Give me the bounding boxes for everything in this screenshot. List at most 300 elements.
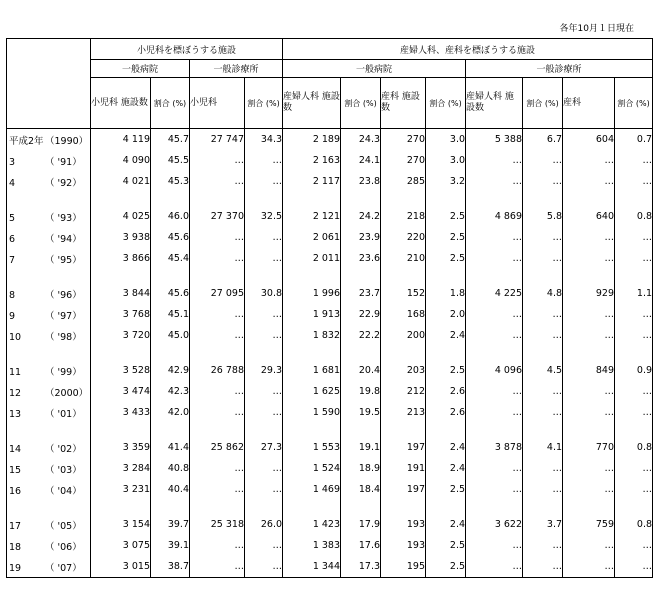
ratio-cell: 3.0	[426, 129, 466, 151]
year-cell	[7, 227, 91, 248]
count-cell: …	[190, 227, 245, 248]
col-header-ratio: 割合 (%)	[523, 78, 563, 129]
count-cell: …	[563, 556, 615, 578]
count-cell: …	[563, 248, 615, 269]
era-year: 5	[9, 212, 16, 224]
era-year: 12	[9, 387, 22, 399]
western-year: （2000）	[45, 387, 89, 399]
count-cell: …	[466, 227, 523, 248]
western-year: （ '92）	[45, 177, 82, 189]
ratio-cell: …	[615, 227, 653, 248]
ratio-cell: …	[523, 304, 563, 325]
year-cell	[7, 381, 91, 402]
header-hospital-obstetrics: 一般病院	[283, 60, 466, 78]
ratio-cell: 46.0	[151, 192, 190, 227]
ratio-cell: 2.5	[426, 535, 466, 556]
table-row	[7, 192, 653, 227]
ratio-cell: …	[615, 381, 653, 402]
date-note: 各年10月１日現在	[559, 24, 634, 34]
table-row	[7, 346, 653, 381]
count-cell: 27 747	[190, 129, 245, 151]
table-row	[7, 248, 653, 269]
ratio-cell: 2.6	[426, 381, 466, 402]
ratio-cell: 23.6	[341, 248, 381, 269]
ratio-cell: 42.9	[151, 346, 190, 381]
ratio-cell: …	[523, 381, 563, 402]
ratio-cell: 2.6	[426, 402, 466, 423]
era-year: 16	[9, 485, 22, 497]
year-cell	[7, 479, 91, 500]
era-year: 平成2年	[9, 135, 44, 147]
count-cell: 3 878	[466, 423, 523, 458]
header-corner	[7, 39, 91, 129]
count-cell: 1 996	[283, 269, 341, 304]
western-year: （ '05）	[45, 520, 82, 532]
count-cell: 27 370	[190, 192, 245, 227]
count-cell: …	[190, 150, 245, 171]
col-header-ratio: 割合 (%)	[245, 78, 283, 129]
ratio-cell: …	[523, 248, 563, 269]
count-cell: …	[466, 479, 523, 500]
count-cell: 285	[381, 171, 426, 192]
era-year: 6	[9, 233, 16, 245]
ratio-cell: 23.7	[341, 269, 381, 304]
western-year: （ '04）	[45, 485, 82, 497]
count-cell: …	[466, 150, 523, 171]
count-cell: …	[190, 458, 245, 479]
ratio-cell: 19.8	[341, 381, 381, 402]
era-year: 4	[9, 177, 16, 189]
col-header-pediatrics-count: 小児科 施設数	[91, 78, 151, 129]
count-cell: 1 553	[283, 423, 341, 458]
ratio-cell: 45.0	[151, 325, 190, 346]
count-cell: 197	[381, 479, 426, 500]
year-cell	[7, 171, 91, 192]
count-cell: …	[563, 325, 615, 346]
table-row	[7, 325, 653, 346]
ratio-cell: 17.3	[341, 556, 381, 578]
count-cell: …	[466, 325, 523, 346]
ratio-cell: …	[523, 458, 563, 479]
count-cell: 210	[381, 248, 426, 269]
year-cell	[7, 325, 91, 346]
ratio-cell: 39.1	[151, 535, 190, 556]
count-cell: 3 284	[91, 458, 151, 479]
header-pediatrics: 小児科を標ぼうする施設	[91, 39, 283, 60]
ratio-cell: 0.8	[615, 192, 653, 227]
ratio-cell: 45.7	[151, 129, 190, 151]
count-cell: 3 844	[91, 269, 151, 304]
ratio-cell: 27.3	[245, 423, 283, 458]
era-year: 14	[9, 443, 22, 455]
ratio-cell: 0.8	[615, 500, 653, 535]
ratio-cell: 40.4	[151, 479, 190, 500]
ratio-cell: …	[245, 227, 283, 248]
count-cell: 152	[381, 269, 426, 304]
count-cell: 3 720	[91, 325, 151, 346]
ratio-cell: 2.4	[426, 458, 466, 479]
count-cell: …	[190, 304, 245, 325]
count-cell: 270	[381, 150, 426, 171]
count-cell: …	[563, 227, 615, 248]
ratio-cell: 3.0	[426, 150, 466, 171]
ratio-cell: 2.4	[426, 500, 466, 535]
count-cell: 27 095	[190, 269, 245, 304]
count-cell: 1 913	[283, 304, 341, 325]
ratio-cell: …	[245, 171, 283, 192]
ratio-cell: …	[245, 325, 283, 346]
table-row	[7, 381, 653, 402]
count-cell: 3 474	[91, 381, 151, 402]
ratio-cell: …	[245, 556, 283, 578]
col-header-ratio: 割合 (%)	[615, 78, 653, 129]
ratio-cell: 45.1	[151, 304, 190, 325]
count-cell: 193	[381, 535, 426, 556]
ratio-cell: 45.5	[151, 150, 190, 171]
count-cell: 1 625	[283, 381, 341, 402]
ratio-cell: 45.6	[151, 227, 190, 248]
count-cell: 3 015	[91, 556, 151, 578]
western-year: （ '99）	[45, 366, 82, 378]
year-cell	[7, 150, 91, 171]
count-cell: …	[466, 304, 523, 325]
era-year: 13	[9, 408, 22, 420]
table-row	[7, 304, 653, 325]
era-year: 17	[9, 520, 22, 532]
count-cell: 4 021	[91, 171, 151, 192]
col-header-ratio: 割合 (%)	[151, 78, 190, 129]
count-cell: 4 025	[91, 192, 151, 227]
ratio-cell: 5.8	[523, 192, 563, 227]
ratio-cell: 23.9	[341, 227, 381, 248]
count-cell: …	[563, 150, 615, 171]
ratio-cell: …	[245, 535, 283, 556]
year-cell	[7, 423, 91, 458]
ratio-cell: …	[615, 535, 653, 556]
western-year: （ '95）	[45, 254, 82, 266]
count-cell: …	[190, 535, 245, 556]
count-cell: 1 469	[283, 479, 341, 500]
ratio-cell: …	[523, 325, 563, 346]
count-cell: 25 862	[190, 423, 245, 458]
count-cell: 2 061	[283, 227, 341, 248]
ratio-cell: …	[615, 325, 653, 346]
count-cell: 4 096	[466, 346, 523, 381]
year-cell	[7, 192, 91, 227]
era-year: 9	[9, 310, 16, 322]
count-cell: …	[466, 402, 523, 423]
western-year: （ '03）	[45, 464, 82, 476]
ratio-cell: 1.8	[426, 269, 466, 304]
count-cell: 3 154	[91, 500, 151, 535]
western-year: （ '02）	[45, 443, 82, 455]
ratio-cell: 45.3	[151, 171, 190, 192]
table-row	[7, 269, 653, 304]
era-year: 11	[9, 366, 22, 378]
era-year: 10	[9, 331, 22, 343]
ratio-cell: 0.9	[615, 346, 653, 381]
western-year: （ '93）	[45, 212, 82, 224]
count-cell: …	[466, 171, 523, 192]
count-cell: 1 590	[283, 402, 341, 423]
era-year: 18	[9, 541, 22, 553]
table-row	[7, 129, 653, 151]
count-cell: …	[466, 556, 523, 578]
count-cell: 213	[381, 402, 426, 423]
ratio-cell: 2.5	[426, 346, 466, 381]
ratio-cell: 4.1	[523, 423, 563, 458]
ratio-cell: 32.5	[245, 192, 283, 227]
count-cell: 1 524	[283, 458, 341, 479]
era-year: 7	[9, 254, 16, 266]
ratio-cell: 2.4	[426, 325, 466, 346]
table-row	[7, 535, 653, 556]
ratio-cell: 26.0	[245, 500, 283, 535]
western-year: （ '96）	[45, 289, 82, 301]
count-cell: 4 869	[466, 192, 523, 227]
ratio-cell: 18.9	[341, 458, 381, 479]
year-cell	[7, 500, 91, 535]
year-cell	[7, 458, 91, 479]
count-cell: 4 225	[466, 269, 523, 304]
ratio-cell: …	[615, 556, 653, 578]
ratio-cell: …	[615, 458, 653, 479]
count-cell: …	[190, 381, 245, 402]
ratio-cell: 4.5	[523, 346, 563, 381]
col-header-obstetrics-count: 産科 施設数	[381, 78, 426, 129]
ratio-cell: …	[245, 304, 283, 325]
count-cell: 193	[381, 500, 426, 535]
ratio-cell: 2.4	[426, 423, 466, 458]
year-cell	[7, 402, 91, 423]
count-cell: …	[563, 304, 615, 325]
table-row	[7, 479, 653, 500]
ratio-cell: 19.5	[341, 402, 381, 423]
ratio-cell: 0.8	[615, 423, 653, 458]
western-year: （ '07）	[45, 562, 82, 574]
count-cell: …	[563, 402, 615, 423]
ratio-cell: 18.4	[341, 479, 381, 500]
ratio-cell: 2.5	[426, 227, 466, 248]
count-cell: 26 788	[190, 346, 245, 381]
count-cell: …	[466, 535, 523, 556]
ratio-cell: 4.8	[523, 269, 563, 304]
ratio-cell: 17.6	[341, 535, 381, 556]
col-header-obgyn-count: 産婦人科 施設数	[466, 78, 523, 129]
count-cell: 195	[381, 556, 426, 578]
ratio-cell: 24.3	[341, 129, 381, 151]
count-cell: 191	[381, 458, 426, 479]
ratio-cell: 45.6	[151, 269, 190, 304]
ratio-cell: …	[523, 535, 563, 556]
count-cell: 200	[381, 325, 426, 346]
ratio-cell: 3.7	[523, 500, 563, 535]
ratio-cell: …	[523, 171, 563, 192]
table-row	[7, 500, 653, 535]
ratio-cell: …	[245, 381, 283, 402]
ratio-cell: 39.7	[151, 500, 190, 535]
count-cell: …	[190, 479, 245, 500]
count-cell: 770	[563, 423, 615, 458]
ratio-cell: …	[523, 150, 563, 171]
ratio-cell: …	[523, 402, 563, 423]
count-cell: 2 163	[283, 150, 341, 171]
count-cell: 168	[381, 304, 426, 325]
western-year: （ '91）	[45, 156, 82, 168]
ratio-cell: 2.5	[426, 192, 466, 227]
ratio-cell: 23.8	[341, 171, 381, 192]
count-cell: 4 090	[91, 150, 151, 171]
western-year: （ '94）	[45, 233, 82, 245]
count-cell: 3 075	[91, 535, 151, 556]
ratio-cell: 3.2	[426, 171, 466, 192]
ratio-cell: …	[615, 402, 653, 423]
count-cell: 3 359	[91, 423, 151, 458]
count-cell: 4 119	[91, 129, 151, 151]
count-cell: …	[190, 402, 245, 423]
table-row	[7, 556, 653, 578]
count-cell: …	[466, 458, 523, 479]
ratio-cell: …	[615, 171, 653, 192]
count-cell: …	[466, 248, 523, 269]
era-year: 19	[9, 562, 22, 574]
ratio-cell: …	[615, 150, 653, 171]
count-cell: …	[563, 171, 615, 192]
count-cell: …	[190, 325, 245, 346]
ratio-cell: 40.8	[151, 458, 190, 479]
header-clinic-obstetrics: 一般診療所	[466, 60, 653, 78]
col-header-pediatrics: 小児科	[190, 78, 245, 129]
year-cell	[7, 556, 91, 578]
ratio-cell: 41.4	[151, 423, 190, 458]
ratio-cell: 24.2	[341, 192, 381, 227]
col-header-ratio: 割合 (%)	[426, 78, 466, 129]
count-cell: 3 433	[91, 402, 151, 423]
table-row	[7, 402, 653, 423]
count-cell: …	[563, 479, 615, 500]
ratio-cell: 22.2	[341, 325, 381, 346]
ratio-cell: 2.5	[426, 556, 466, 578]
count-cell: …	[563, 381, 615, 402]
count-cell: …	[563, 458, 615, 479]
western-year: （1990）	[45, 135, 89, 147]
header-obstetrics: 産婦人科、産科を標ぼうする施設	[283, 39, 653, 60]
ratio-cell: 17.9	[341, 500, 381, 535]
count-cell: 2 117	[283, 171, 341, 192]
western-year: （ '98）	[45, 331, 82, 343]
col-header-ratio: 割合 (%)	[341, 78, 381, 129]
table-row	[7, 150, 653, 171]
ratio-cell: 2.0	[426, 304, 466, 325]
count-cell: …	[190, 171, 245, 192]
count-cell: …	[466, 381, 523, 402]
ratio-cell: 38.7	[151, 556, 190, 578]
count-cell: …	[190, 556, 245, 578]
western-year: （ '01）	[45, 408, 82, 420]
ratio-cell: 42.3	[151, 381, 190, 402]
year-cell	[7, 346, 91, 381]
ratio-cell: …	[523, 227, 563, 248]
count-cell: 203	[381, 346, 426, 381]
ratio-cell: 20.4	[341, 346, 381, 381]
ratio-cell: 2.5	[426, 248, 466, 269]
col-header-obgyn-count: 産婦人科 施設数	[283, 78, 341, 129]
year-cell	[7, 248, 91, 269]
era-year: 8	[9, 289, 16, 301]
ratio-cell: …	[245, 458, 283, 479]
ratio-cell: 6.7	[523, 129, 563, 151]
ratio-cell: …	[615, 304, 653, 325]
count-cell: 1 383	[283, 535, 341, 556]
count-cell: 197	[381, 423, 426, 458]
count-cell: …	[563, 535, 615, 556]
count-cell: 5 388	[466, 129, 523, 151]
year-cell	[7, 269, 91, 304]
count-cell: 1 681	[283, 346, 341, 381]
count-cell: 3 866	[91, 248, 151, 269]
ratio-cell: …	[245, 248, 283, 269]
count-cell: 270	[381, 129, 426, 151]
count-cell: 3 768	[91, 304, 151, 325]
col-header-obstetrics: 産科	[563, 78, 615, 129]
count-cell: 759	[563, 500, 615, 535]
ratio-cell: 19.1	[341, 423, 381, 458]
count-cell: 220	[381, 227, 426, 248]
count-cell: 1 344	[283, 556, 341, 578]
ratio-cell: …	[523, 479, 563, 500]
count-cell: 3 528	[91, 346, 151, 381]
table-body	[7, 129, 653, 578]
table-row	[7, 227, 653, 248]
ratio-cell: …	[245, 402, 283, 423]
western-year: （ '06）	[45, 541, 82, 553]
count-cell: 2 011	[283, 248, 341, 269]
ratio-cell: …	[523, 556, 563, 578]
ratio-cell: 45.4	[151, 248, 190, 269]
table-row	[7, 171, 653, 192]
era-year: 3	[9, 156, 16, 168]
ratio-cell: …	[615, 479, 653, 500]
ratio-cell: 22.9	[341, 304, 381, 325]
count-cell: 3 622	[466, 500, 523, 535]
count-cell: 929	[563, 269, 615, 304]
count-cell: 640	[563, 192, 615, 227]
ratio-cell: 30.8	[245, 269, 283, 304]
ratio-cell: 1.1	[615, 269, 653, 304]
count-cell: 25 318	[190, 500, 245, 535]
year-cell	[7, 535, 91, 556]
ratio-cell: …	[245, 479, 283, 500]
ratio-cell: …	[245, 150, 283, 171]
count-cell: 1 423	[283, 500, 341, 535]
year-cell	[7, 129, 91, 151]
ratio-cell: 24.1	[341, 150, 381, 171]
count-cell: 218	[381, 192, 426, 227]
count-cell: 604	[563, 129, 615, 151]
ratio-cell: 0.7	[615, 129, 653, 151]
count-cell: 2 121	[283, 192, 341, 227]
table-row	[7, 423, 653, 458]
header-hospital-pediatrics: 一般病院	[91, 60, 190, 78]
count-cell: 3 938	[91, 227, 151, 248]
ratio-cell: 2.5	[426, 479, 466, 500]
count-cell: 212	[381, 381, 426, 402]
count-cell: 2 189	[283, 129, 341, 151]
facility-statistics-table	[6, 38, 653, 578]
table-row	[7, 458, 653, 479]
count-cell: 849	[563, 346, 615, 381]
count-cell: 3 231	[91, 479, 151, 500]
